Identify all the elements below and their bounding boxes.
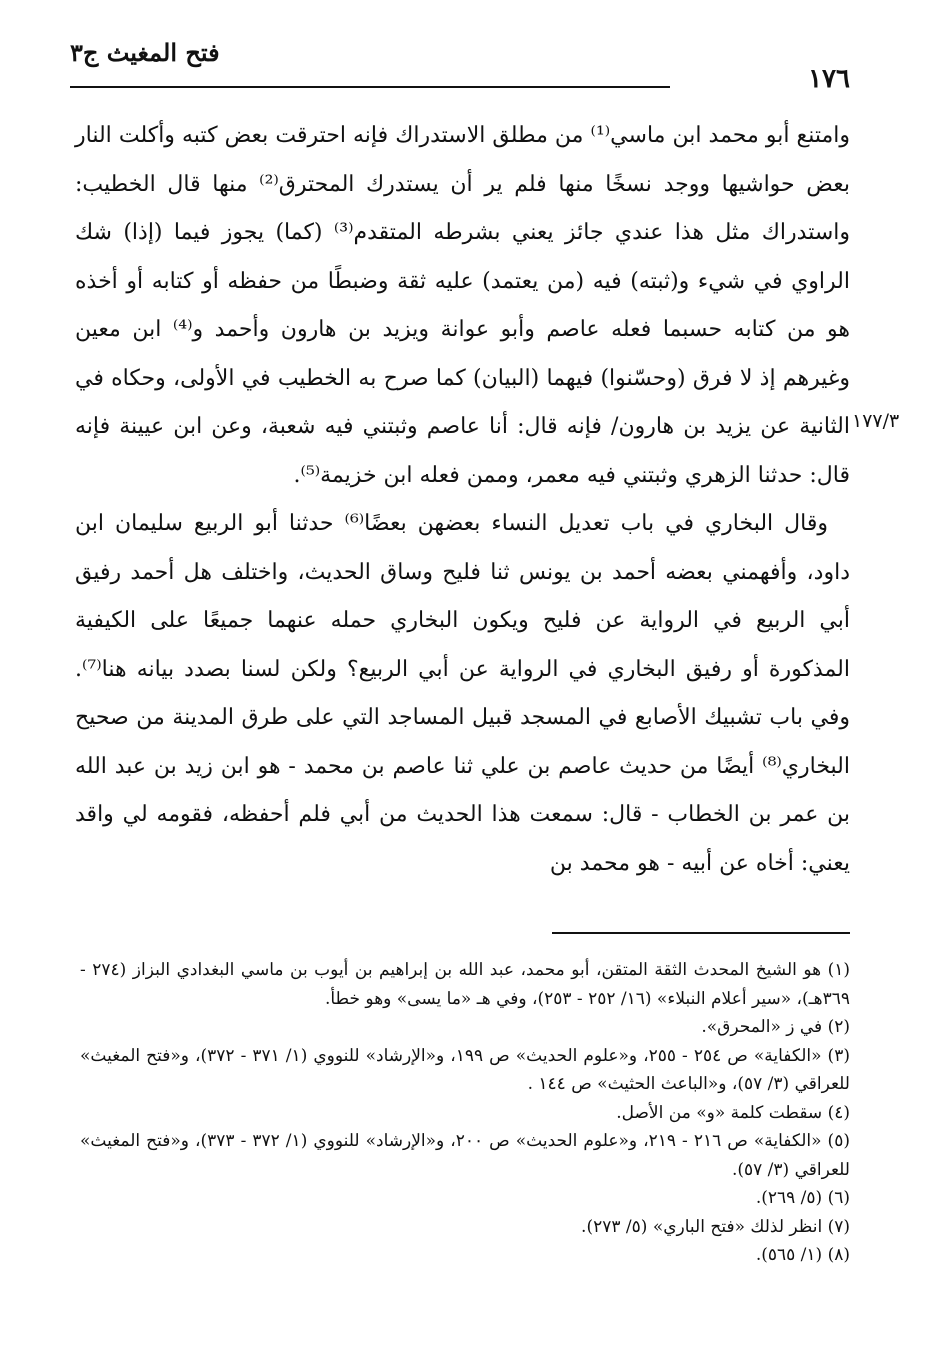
footnote-2: (٢) في ز «المحرق».	[701, 1017, 850, 1037]
paragraph-2: وقال البخاري في باب تعديل النساء بعضهن بعضًا⁽⁶⁾ حدثنا أبو الربيع سليمان ابن داود، وأفهمني بعضه أحمد بن يونس ثنا فليح وساق الحديث، واختلف هل أحمد رفيق أبي الربيع في الرواية عن فليح ويكون البخاري حمله عنهما جميعًا على الكيفية المذكورة أو رفيق البخاري في الرواية عن أبي الربيع؟ ولكن لسنا بصدد بيانه هنا⁽⁷⁾. وفي باب تشبيك الأصابع في المسجد قبيل المساجد التي على طرق المدينة من صحيح البخاري⁽⁸⁾ أيضًا من حديث عاصم بن علي ثنا عاصم بن محمد - هو ابن زيد بن عبد الله بن عمر بن الخطاب - قال: سمعت هذا الحديث من أبي فلم أحفظه، فقومه لي واقد يعني: أخاه عن أبيه - هو محمد بن	[75, 511, 851, 876]
paragraph-1: وامتنع أبو محمد ابن ماسي⁽¹⁾ من مطلق الاستدراك فإنه احترقت بعض كتبه وأكلت النار بعض حواشيها ووجد نسخًا منها فلم ير أن يستدرك المحترق⁽²⁾ منها قال الخطيب: واستدراك مثل هذا عندي جائز يعني بشرطه المتقدم⁽³⁾ (كما) يجوز فيما (إذا) شك الراوي في شيء و(ثبته) فيه (من يعتمد) عليه ثقة وضبطًا من حفظه أو كتابه أو أخذه هو من كتابه حسبما فعله عاصم وأبو عوانة ويزيد بن هارون وأحمد و⁽⁴⁾ ابن معين وغيرهم إذ لا فرق (وحسّنوا) فيهما (البيان) كما صرح به الخطيب في الأولى، وحكاه في الثانية عن يزيد بن هارون/ فإنه قال: أنا عاصم وثبتني فيه شعبة، وعن ابن عيينة فإنه قال: حدثنا الزهري وثبتني فيه معمر، وممن فعله ابن خزيمة⁽⁵⁾.	[75, 123, 851, 488]
footnote-1: (١) هو الشيخ المحدث الثقة المتقن، أبو محمد، عبد الله بن إبراهيم بن أيوب بن ماسي البغدادي البزاز (٢٧٤ - ٣٦٩هـ)، «سير أعلام النبلاء» (١٦/ ٢٥٢ - ٢٥٣)، وفي هـ «ما يسى» وهو خطأ.	[80, 960, 850, 1009]
margin-page-reference: ١٧٧/٣	[852, 410, 900, 432]
footnote-5: (٥) «الكفاية» ص ٢١٦ - ٢١٩، و«علوم الحديث» ص ٢٠٠، و«الإرشاد» للنووي (١/ ٣٧٢ - ٣٧٣)، و«فتح المغيث» للعراقي (٣/ ٥٧).	[80, 1131, 850, 1180]
footnote-8: (٨) (١/ ٥٦٥).	[755, 1245, 850, 1265]
footnote-7: (٧) انظر لذلك «فتح الباري» (٥/ ٢٧٣).	[581, 1216, 850, 1237]
footnote-6: (٦) (٥/ ٢٦٩).	[755, 1188, 850, 1208]
page-number: ١٧٦	[808, 64, 850, 94]
footnote-separator	[552, 932, 850, 934]
book-title: فتح المغيث ج٣	[70, 38, 220, 67]
footnote-3: (٣) «الكفاية» ص ٢٥٤ - ٢٥٥، و«علوم الحديث» ص ١٩٩، و«الإرشاد» للنووي (١/ ٣٧١ - ٣٧٢)، و«فتح المغيث» للعراقي (٣/ ٥٧)، و«الباعث الحثيث» ص ١٤٤ .	[80, 1045, 850, 1094]
footnote-4: (٤) سقطت كلمة «و» من الأصل.	[616, 1102, 850, 1123]
header-rule	[70, 86, 670, 88]
footnotes	[80, 956, 850, 1270]
page-header	[70, 30, 850, 94]
main-text	[75, 112, 850, 888]
